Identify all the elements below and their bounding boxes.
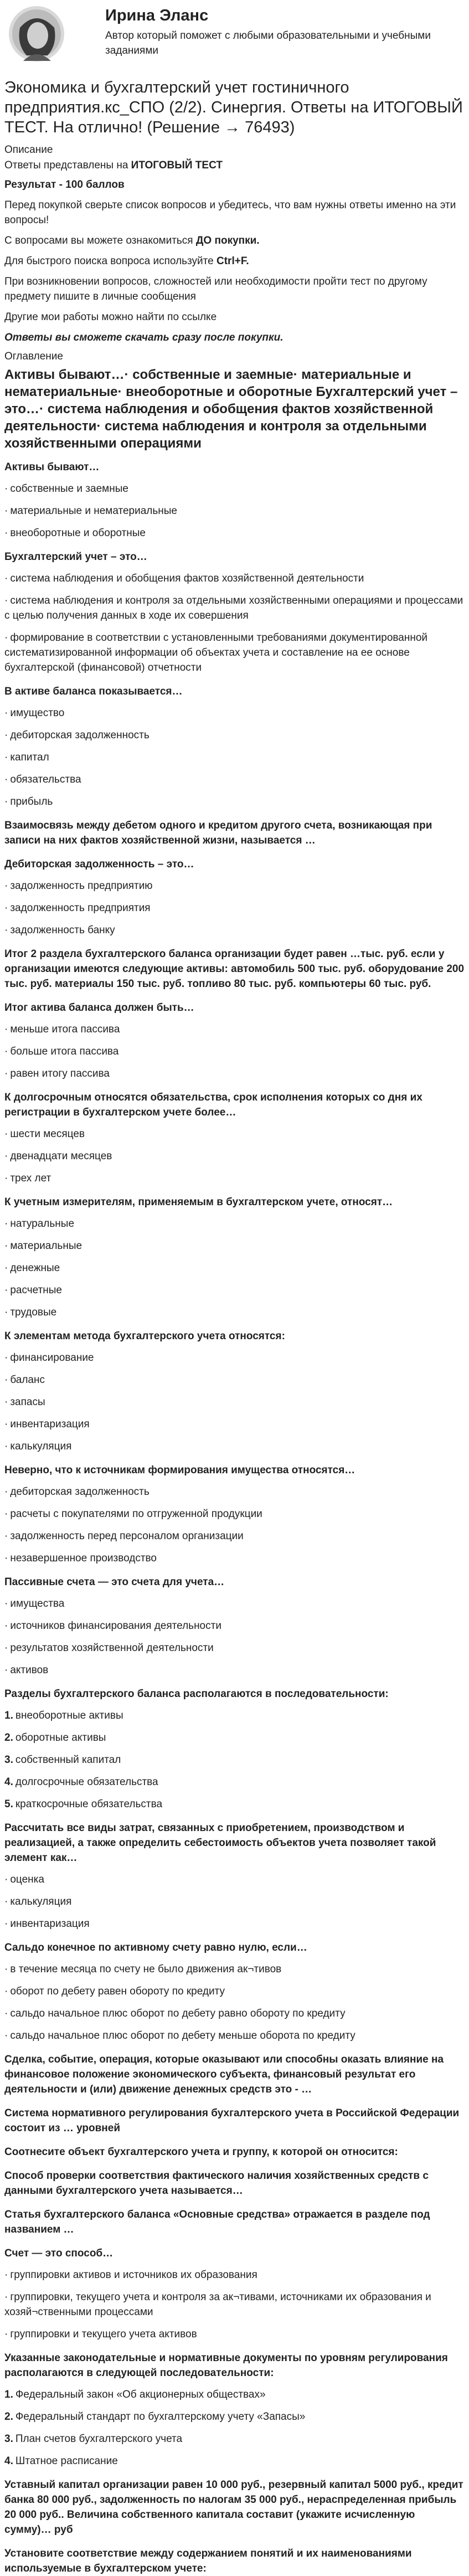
question-text: Указанные законодательные и нормативные документы по уровням регулирования располагаются в следующей последовательности: [4,2352,448,2379]
question-block [4,2246,465,2342]
option-text: внеоборотные активы [15,1710,123,1721]
option-item [4,1529,465,1544]
option-list [4,706,465,809]
option-number: 4. [4,1776,13,1788]
option-item [4,1894,465,1909]
option-item [4,1022,465,1037]
option-text: Федеральный стандарт по бухгалтерскому учету «Запасы» [15,2411,306,2423]
option-number: 1. [4,1710,13,1721]
option-item [4,2327,465,2342]
bullet-icon: · [4,1963,8,1975]
bullet-icon: · [4,2030,8,2042]
intro-paragraph-1: Перед покупкой сверьте список вопросов и убедитесь, что вам нужны ответы именно на эти вопросы! [4,199,456,226]
bullet-icon: · [4,1552,8,1564]
question-block [4,1687,465,1812]
option-text: дебиторская задолженность [10,1486,150,1498]
bullet-icon: · [4,729,8,741]
option-text: материальные [10,1240,83,1252]
bullet-icon: · [4,1896,8,1907]
option-text: капитал [10,752,49,763]
question-block [4,2207,465,2237]
option-text: формирование в соответствии с установленными требованиями документированной систематизированной информации об объектах учета и составление на ее основе бухгалтерской (финансовой) отчетности [4,632,428,673]
option-list [4,1127,465,1186]
option-item [4,1372,465,1387]
option-text: денежные [10,1262,60,1274]
option-item [4,1551,465,1566]
question-text: Разделы бухгалтерского баланса располагаются в последовательности: [4,1688,389,1700]
option-item [4,1752,465,1767]
bullet-icon: · [4,1374,8,1386]
bullet-icon: · [4,505,8,517]
option-text: результатов хозяйственной деятельности [10,1642,214,1654]
download-note: Ответы вы сможете скачать сразу после покупки. [4,332,284,343]
option-item [4,571,465,586]
question-block [4,1000,465,1081]
option-text: в течение месяца по счету не было движения ак¬тивов [10,1963,282,1975]
option-text: группировки активов и источников их образования [10,2269,257,2281]
option-list [4,1484,465,1566]
option-text: оборот по дебету равен обороту по кредиту [10,1986,225,1997]
option-text: калькуляция [10,1441,72,1452]
bullet-icon: · [4,573,8,584]
option-item [4,1350,465,1365]
option-item [4,728,465,743]
author-bio: Автор который поможет с любыми образовательными и учебными заданиями [105,30,431,56]
option-text: система наблюдения и обобщения фактов хозяйственной деятельности [10,573,364,584]
option-text: незавершенное производство [10,1552,157,1564]
bullet-icon: · [4,1620,8,1632]
option-text: материальные и нематериальные [10,505,177,517]
option-list [4,1022,465,1081]
question-block [4,2477,465,2537]
question-text: Сальдо конечное по активному счету равно нулю, если… [4,1942,307,1953]
option-item [4,1775,465,1790]
bullet-icon: · [4,1418,8,1430]
option-number: 2. [4,2411,13,2423]
option-item [4,1439,465,1454]
bullet-icon: · [4,1664,8,1676]
option-text: задолженность банку [10,924,115,936]
author-name[interactable]: Ирина Эланс [105,7,209,24]
intro-paragraph-2-bold: ДО покупки. [195,235,260,246]
question-block [4,2106,465,2136]
option-item [4,1797,465,1812]
option-item [4,1238,465,1253]
option-item [4,2409,465,2424]
bullet-icon: · [4,1441,8,1452]
author-info [105,4,465,58]
option-text: сальдо начальное плюс оборот по дебету меньше оборота по кредиту [10,2030,355,2042]
bullet-icon: · [4,1173,8,1184]
option-text: Федеральный закон «Об акционерных обществах» [15,2389,266,2400]
bullet-icon: · [4,1530,8,1542]
option-text: Штатное расписание [15,2455,118,2467]
question-block [4,2052,465,2097]
bullet-icon: · [4,1262,8,1274]
option-item [4,1261,465,1276]
question-block [4,2546,465,2576]
option-item [4,1395,465,1410]
option-item [4,1641,465,1655]
option-text: План счетов бухгалтерского учета [15,2433,183,2445]
intro-paragraph-3-bold: Ctrl+F. [217,255,249,267]
question-text: К элементам метода бухгалтерского учета относятся: [4,1330,285,1342]
option-text: оборотные активы [15,1732,106,1744]
other-works-link[interactable]: Другие мои работы можно найти по ссылке [4,311,217,323]
option-list [4,1596,465,1678]
intro-paragraph-2 [4,233,465,248]
bullet-icon: · [4,1598,8,1610]
bullet-icon: · [4,1874,8,1885]
option-text: задолженность предприятию [10,880,153,892]
question-block [4,2168,465,2198]
option-item [4,750,465,765]
option-item [4,923,465,938]
bullet-icon: · [4,774,8,785]
option-item [4,1596,465,1611]
option-text: равен итогу пассива [10,1068,110,1079]
option-item [4,2290,465,2320]
option-text: собственный капитал [15,1754,121,1766]
option-text: система наблюдения и контроля за отдельными хозяйственными операциями и процессами с целью получения данных в ходе их совершения [4,595,463,621]
bullet-icon: · [4,752,8,763]
option-item [4,901,465,916]
intro-paragraph-4: При возникновении вопросов, сложностей или необходимости пройти тест по другому предмету пишите в личные сообщения [4,276,427,302]
option-item [4,1984,465,1999]
option-text: обязательства [10,774,81,785]
bullet-icon: · [4,2269,8,2281]
bullet-icon: · [4,1396,8,1408]
question-block [4,857,465,938]
bullet-icon: · [4,1986,8,1997]
bullet-icon: · [4,2291,8,2303]
option-number: 3. [4,2433,13,2445]
option-item [4,1283,465,1298]
question-block [4,1940,465,2043]
description [4,160,465,345]
option-list [4,1962,465,2043]
bullet-icon: · [4,483,8,495]
bullet-icon: · [4,1240,8,1252]
question-block [4,818,465,848]
result-text: Результат - 100 баллов [4,179,125,191]
bullet-icon: · [4,902,8,914]
question-block [4,549,465,675]
toc-label: Оглавление [4,351,63,362]
option-text: больше итога пассива [10,1046,119,1057]
question-text: Итог актива баланса должен быть… [4,1002,194,1014]
option-item [4,1216,465,1231]
bullet-icon: · [4,1486,8,1498]
question-text: Установите соответствие между содержанием понятий и их наименованиями используемые в бухгалтерском учете: [4,2548,412,2574]
option-item [4,1305,465,1320]
option-text: инвентаризация [10,1418,90,1430]
question-text: К долгосрочным относятся обязательства, срок исполнения которых со дня их регистрации в бухгалтерском учете более… [4,1092,422,1118]
option-item [4,1417,465,1432]
option-item [4,481,465,496]
option-text: инвентаризация [10,1918,90,1930]
bullet-icon: · [4,527,8,539]
option-list [4,481,465,541]
option-list [4,1350,465,1454]
option-text: группировки и текущего учета активов [10,2328,197,2340]
question-text: Бухгалтерский учет – это… [4,551,147,563]
option-item [4,1916,465,1931]
option-text: расчеты с покупателями по отгруженной продукции [10,1508,262,1520]
option-text: имущество [10,707,65,719]
question-block [4,1821,465,1931]
option-item [4,526,465,541]
bullet-icon: · [4,2008,8,2019]
option-list [4,1216,465,1320]
option-text: группировки, текущего учета и контроля за ак¬тивами, источниками их образования и хозяй¬ственными процессами [4,2291,431,2318]
option-number: 2. [4,1732,13,1744]
option-item [4,1618,465,1633]
bullet-icon: · [4,924,8,936]
option-list [4,2268,465,2342]
option-number: 5. [4,1798,13,1810]
option-text: оценка [10,1874,44,1885]
question-text: В активе баланса показывается… [4,686,183,697]
option-text: задолженность предприятия [10,902,151,914]
bullet-icon: · [4,1218,8,1230]
question-text: Статья бухгалтерского баланса «Основные средства» отражается в разделе под названием … [4,2209,430,2235]
option-item [4,1663,465,1678]
question-block [4,684,465,809]
bullet-icon: · [4,1284,8,1296]
bullet-icon: · [4,1024,8,1035]
option-text: запасы [10,1396,45,1408]
question-text: Взаимосвязь между дебетом одного и кредитом другого счета, возникающая при записи на них фактов хозяйственной жизни, называется … [4,820,432,846]
option-text: задолженность перед персоналом организации [10,1530,244,1542]
option-list [4,1872,465,1931]
option-item [4,1127,465,1142]
option-text: дебиторская задолженность [10,729,150,741]
option-number: 3. [4,1754,13,1766]
bullet-icon: · [4,1352,8,1364]
option-item [4,503,465,518]
option-text: сальдо начальное плюс оборот по дебету равно обороту по кредиту [10,2008,346,2019]
option-item [4,1066,465,1081]
avatar[interactable] [4,6,69,63]
option-item [4,2028,465,2043]
option-text: баланс [10,1374,45,1386]
option-list [4,571,465,675]
option-item [4,706,465,721]
bullet-icon: · [4,1046,8,1057]
intro-line-bold: ИТОГОВЫЙ ТЕСТ [131,160,223,171]
option-list [4,2387,465,2469]
option-item [4,1708,465,1723]
question-block [4,2145,465,2159]
option-text: натуральные [10,1218,75,1230]
bullet-icon: · [4,707,8,719]
option-text: имущества [10,1598,65,1610]
option-text: активов [10,1664,49,1676]
option-item [4,2431,465,2446]
option-text: собственные и заемные [10,483,128,495]
bullet-icon: · [4,1508,8,1520]
bullet-icon: · [4,880,8,892]
intro-paragraph-2-text: С вопросами вы можете ознакомиться [4,235,196,246]
intro-paragraph-3-text: Для быстрого поиска вопроса используйте [4,255,217,267]
question-block [4,1329,465,1454]
option-text: источников финансирования деятельности [10,1620,221,1632]
question-block [4,1463,465,1566]
intro-line-text: Ответы представлены на [4,160,131,171]
option-text: трех лет [10,1173,51,1184]
option-number: 1. [4,2389,13,2400]
question-text: Неверно, что к источникам формирования имущества относятся… [4,1464,355,1476]
toc-title: Активы бывают…· собственные и заемные· материальные и нематериальные· внеоборотные и оборотные Бухгалтерский учет – это…· система наблюдения и обобщения фактов хозяйственной деятельности· система наблюдения и контроля за отдельными хозяйственными операциями [4,367,458,451]
intro-line [4,160,465,172]
option-item [4,772,465,787]
option-item [4,2268,465,2282]
option-list [4,1708,465,1812]
option-text: краткосрочные обязательства [15,1798,163,1810]
bullet-icon: · [4,1150,8,1162]
author-header [4,0,465,65]
option-item [4,1171,465,1186]
bullet-icon: · [4,796,8,808]
option-item [4,2006,465,2021]
question-text: Дебиторская задолженность – это… [4,858,194,870]
option-text: внеоборотные и оборотные [10,527,146,539]
option-item [4,1484,465,1499]
option-text: прибыль [10,796,53,808]
option-text: финансирование [10,1352,94,1364]
question-text: К учетным измерителям, применяемым в бухгалтерском учете, относят… [4,1196,393,1208]
question-text: Пассивные счета — это счета для учета… [4,1576,225,1588]
option-item [4,593,465,623]
option-number: 4. [4,2455,13,2467]
option-text: долгосрочные обязательства [15,1776,158,1788]
question-block [4,460,465,541]
option-item [4,630,465,675]
option-item [4,1962,465,1977]
option-item [4,1730,465,1745]
option-item [4,1872,465,1887]
question-block [4,1195,465,1320]
bullet-icon: · [4,1918,8,1930]
question-list [4,460,465,2576]
intro-paragraph-3 [4,254,465,269]
bullet-icon: · [4,1068,8,1079]
option-item [4,1044,465,1059]
option-text: шести месяцев [10,1128,85,1140]
option-text: меньше итога пассива [10,1024,120,1035]
bullet-icon: · [4,1128,8,1140]
option-text: калькуляция [10,1896,72,1907]
option-item [4,2454,465,2469]
option-item [4,794,465,809]
option-item [4,878,465,893]
bullet-icon: · [4,2328,8,2340]
question-block [4,1090,465,1186]
question-text: Соотнесите объект бухгалтерского учета и группу, к которой он относится: [4,2146,398,2158]
description-label: Описание [4,144,53,156]
question-text: Рассчитать все виды затрат, связанных с приобретением, производством и реализацией, а также определить себестоимость объектов учета позволяет такой элемент как… [4,1822,436,1864]
option-text: расчетные [10,1284,63,1296]
option-item [4,1506,465,1521]
question-block [4,1575,465,1678]
question-text: Итог 2 раздела бухгалтерского баланса организации будет равен …тыс. руб. если у организации имеются следующие активы: автомобиль 500 тыс. руб. оборудование 200 тыс. руб. материалы 150 тыс. руб. топливо 80 тыс. руб. компьютеры 60 тыс. руб. [4,948,465,990]
option-item [4,1149,465,1164]
option-list [4,878,465,938]
question-block [4,2351,465,2469]
question-text: Активы бывают… [4,461,100,473]
bullet-icon: · [4,632,8,644]
option-text: трудовые [10,1307,57,1318]
option-item [4,2387,465,2402]
page-title: Экономика и бухгалтерский учет гостиничного предприятия.кс_СПО (2/2). Синергия. Ответы на ИТОГОВЫЙ ТЕСТ. На отлично! (Решение → 76493) [4,79,463,136]
bullet-icon: · [4,1642,8,1654]
question-text: Счет — это способ… [4,2248,114,2259]
question-text: Система нормативного регулирования бухгалтерского учета в Российской Федерации состоит из … уровней [4,2107,460,2134]
question-text: Сделка, событие, операция, которые оказывают или способны оказать влияние на финансовое положение экономического субъекта, финансовый результат его деятельности и (или) движение денежных средств это - … [4,2054,444,2095]
bullet-icon: · [4,595,8,606]
question-block [4,947,465,991]
option-text: двенадцати месяцев [10,1150,112,1162]
question-text: Способ проверки соответствия фактического наличия хозяйственных средств с данными бухгалтерского учета называется… [4,2170,429,2197]
bullet-icon: · [4,1307,8,1318]
question-text: Уставный капитал организации равен 10 000 руб., резервный капитал 5000 руб., кредит банка 80 000 руб., задолженность по налогам 35 000 руб., нераспределенная прибыль 20 000 руб.. Величина собственного капитала составит (укажите исчисленную сумму)… руб [4,2479,463,2536]
